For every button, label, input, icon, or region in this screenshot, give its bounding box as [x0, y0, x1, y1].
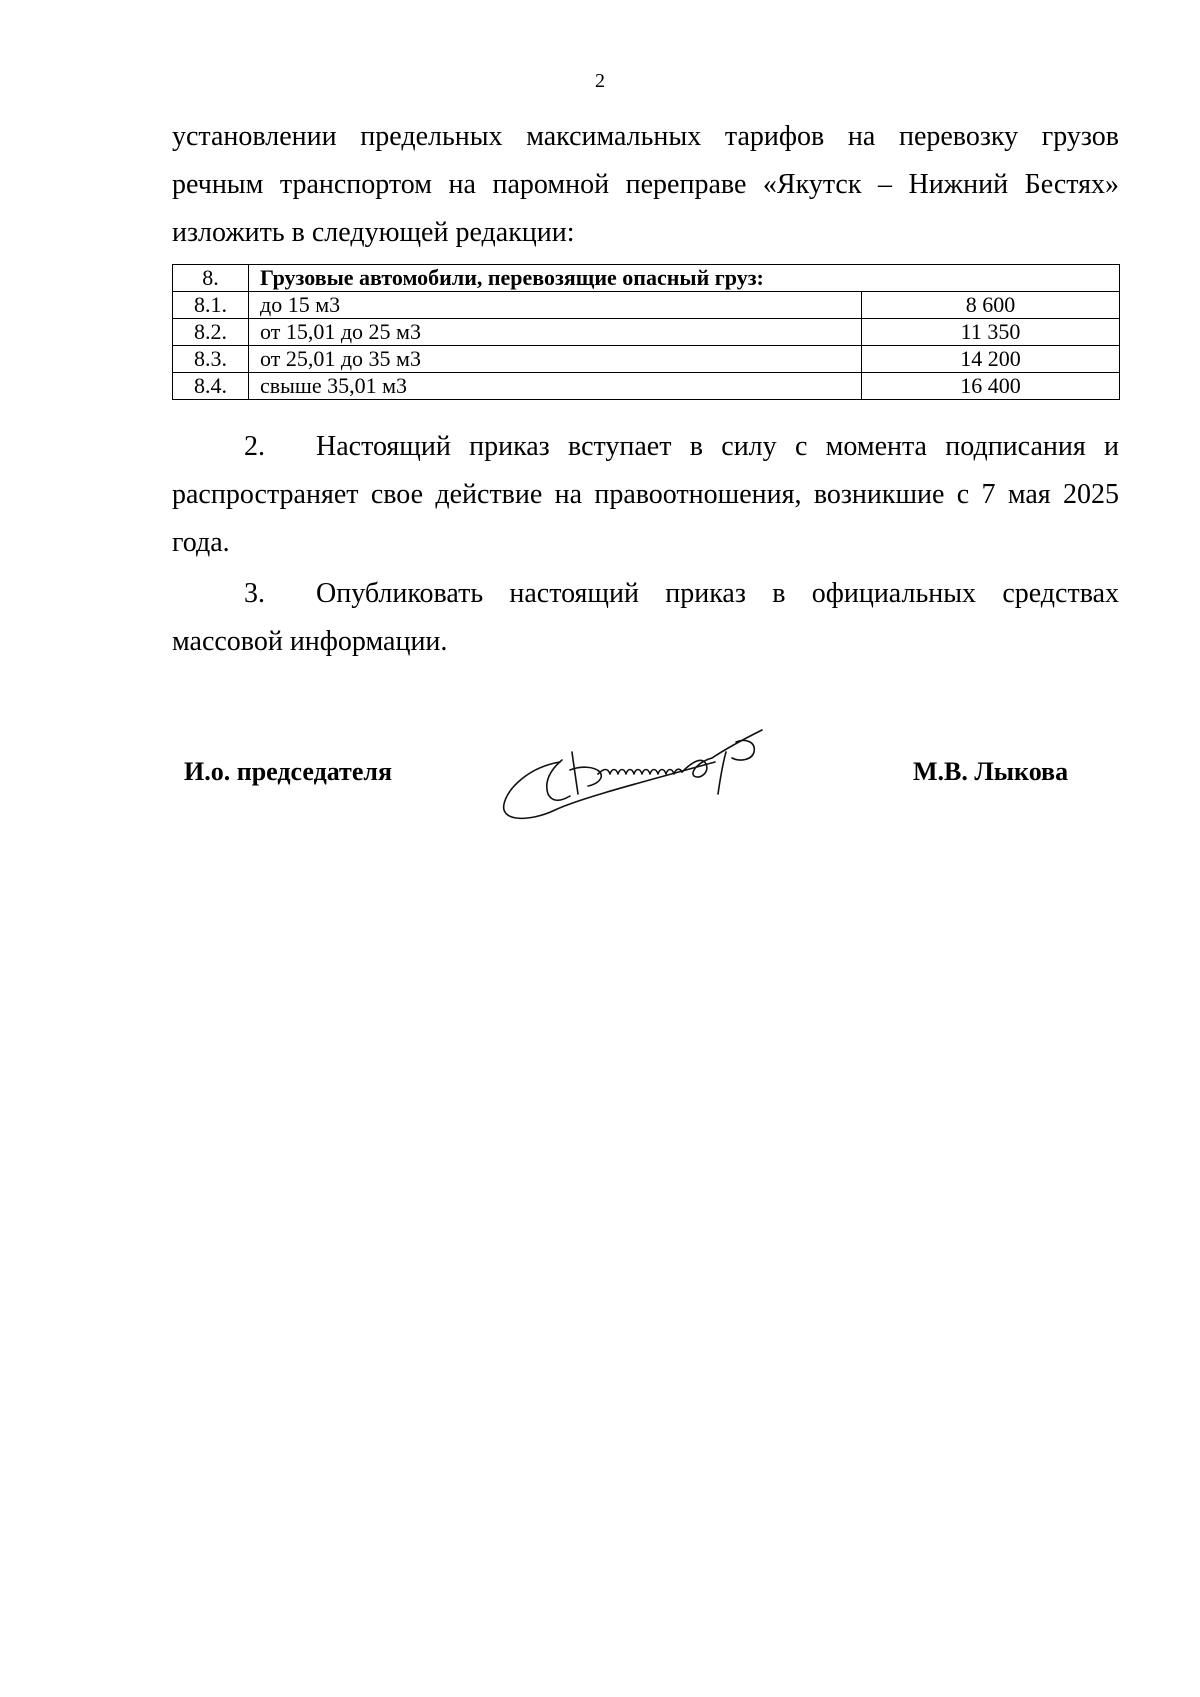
paragraph-3 [172, 570, 1119, 666]
signatory-position: И.о. председателя [184, 757, 393, 786]
row-name: от 25,01 до 35 м3 [249, 346, 862, 373]
row-value: 16 400 [862, 373, 1120, 400]
intro-line: речным транспортом на паромной переправе «Якутск – Нижний Бестях» [172, 169, 1119, 200]
table-row [173, 292, 1120, 319]
paragraph-2-number: 2. [244, 431, 265, 462]
row-value: 8 600 [862, 292, 1120, 319]
row-number: 8.1. [173, 292, 249, 319]
paragraph-3-line-1 [172, 570, 1119, 618]
row-name: от 15,01 до 25 м3 [249, 319, 862, 346]
row-number: 8.4. [173, 373, 249, 400]
paragraph-3-number: 3. [244, 578, 265, 609]
paragraph-2-line-1 [172, 423, 1119, 471]
handwritten-signature [500, 722, 800, 832]
paragraph-2-text: Настоящий приказ вступает в силу с момента подписания и [316, 431, 1119, 462]
paragraph-2-line-3: года. [172, 527, 230, 558]
row-value: 14 200 [862, 346, 1120, 373]
paragraph-3-line-2: массовой информации. [172, 626, 448, 657]
table-row [173, 373, 1120, 400]
table-header-title: Грузовые автомобили, перевозящие опасный груз: [249, 265, 1120, 292]
signatory-name: М.В. Лыкова [913, 757, 1069, 786]
row-value: 11 350 [862, 319, 1120, 346]
page-number: 2 [595, 70, 605, 92]
row-name: до 15 м3 [249, 292, 862, 319]
table-row [173, 319, 1120, 346]
intro-line: установлении предельных максимальных тарифов на перевозку грузов [172, 121, 1119, 152]
row-number: 8.3. [173, 346, 249, 373]
table-header-row [173, 265, 1120, 292]
row-name: свыше 35,01 м3 [249, 373, 862, 400]
row-number: 8.2. [173, 319, 249, 346]
paragraph-2 [172, 423, 1119, 567]
table-header-number: 8. [173, 265, 249, 292]
paragraph-3-text: Опубликовать настоящий приказ в официальных средствах [316, 578, 1119, 609]
intro-paragraph [172, 113, 1119, 257]
intro-line: изложить в следующей редакции: [172, 217, 575, 248]
paragraph-2-line-2: распространяет свое действие на правоотношения, возникшие с 7 мая 2025 [172, 479, 1119, 510]
table-row [173, 346, 1120, 373]
tariff-table [172, 264, 1120, 400]
